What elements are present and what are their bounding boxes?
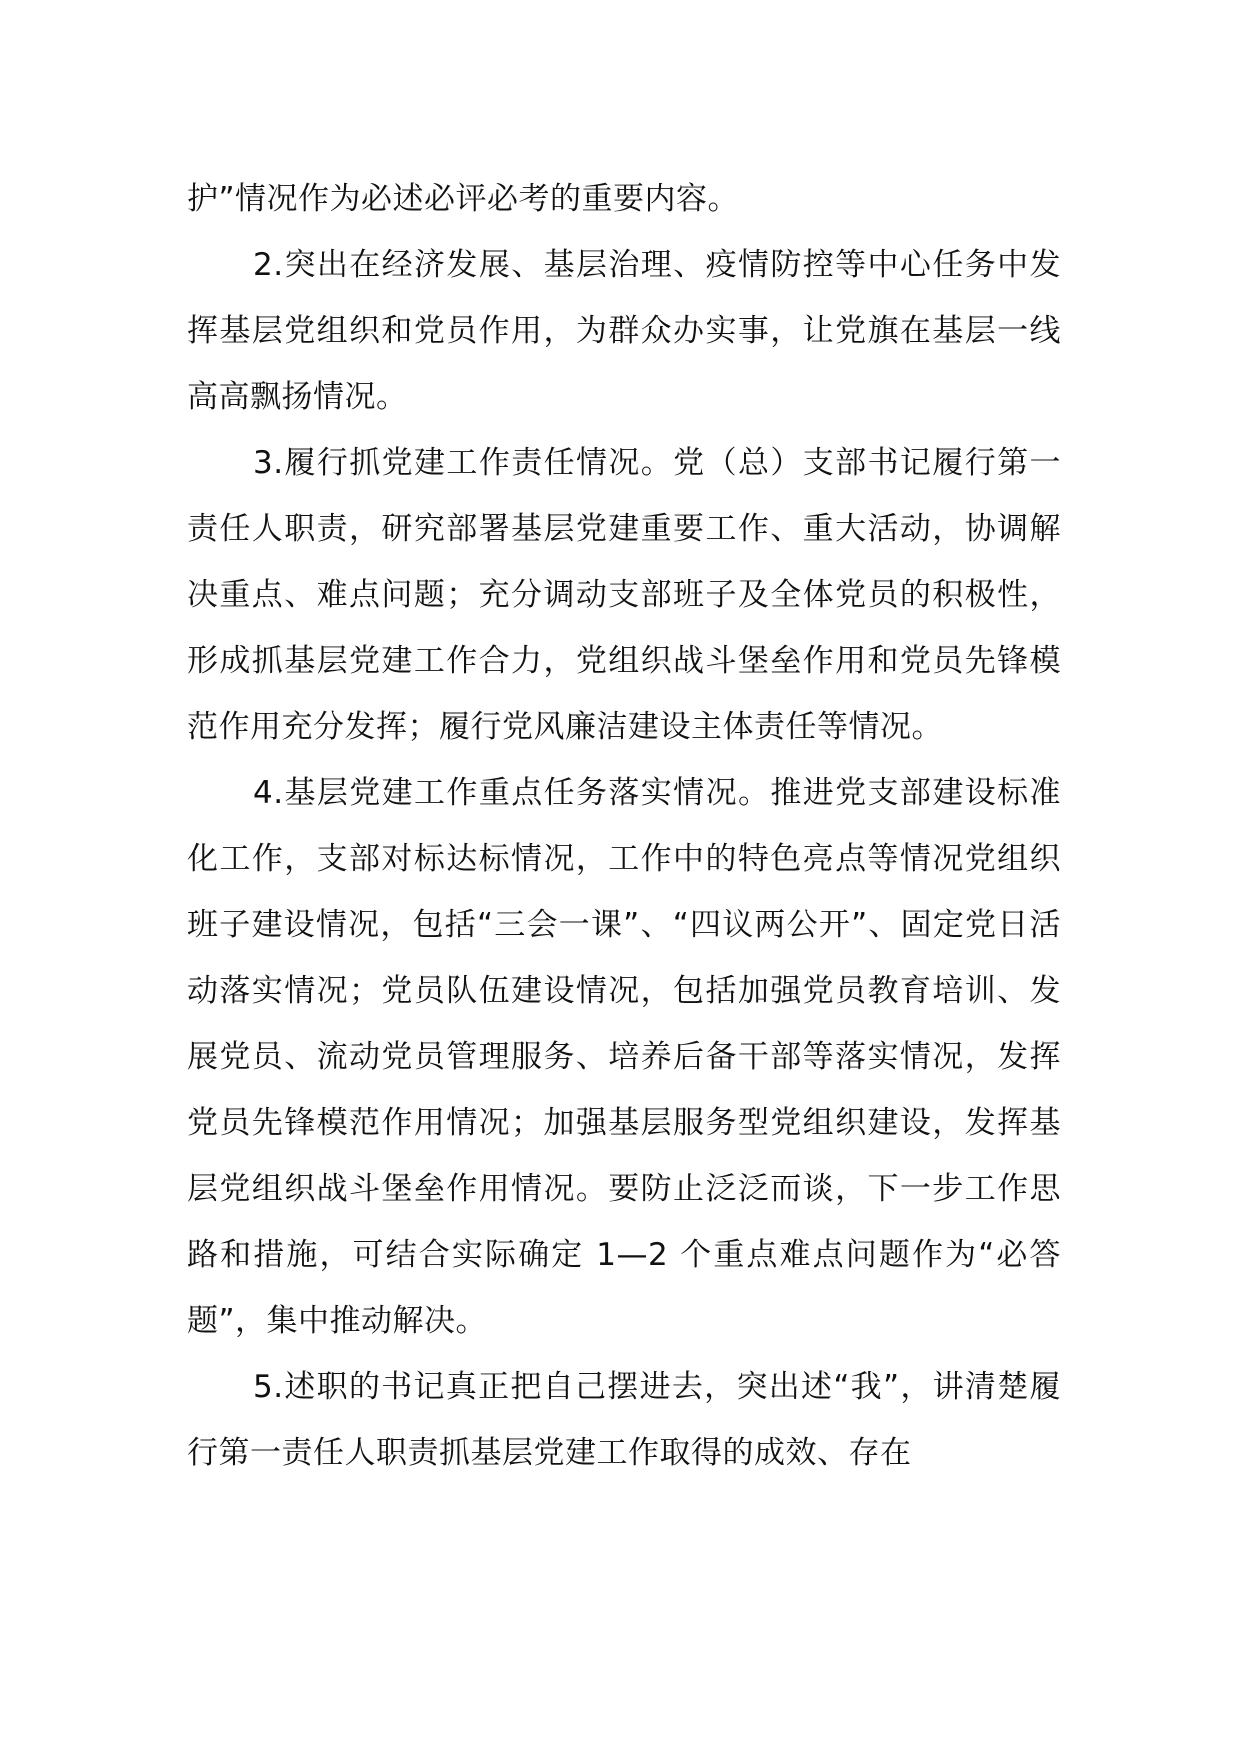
paragraph-item-4: 4.基层党建工作重点任务落实情况。推进党支部建设标准化工作，支部对标达标情况，工作中的特色亮点等情况党组织班子建设情况，包括“三会一课”、“四议两公开”、固定党日活动落实情况；党员队伍建设情况，包括加强党员教育培训、发展党员、流动党员管理服务、培养后备干部等落实情况，发挥党员先锋模范作用情况；加强基层服务型党组织建设，发挥基层党组织战斗堡垒作用情况。要防止泛泛而谈，下一步工作思路和措施，可结合实际确定 1—2 个重点难点问题作为“必答题”，集中推动解决。: [187, 775, 1061, 1339]
paragraph-item-5: 5.述职的书记真正把自己摆进去，突出述“我”，讲清楚履行第一责任人职责抓基层党建工作取得的成效、存在: [187, 1369, 1061, 1471]
paragraph-item-3: 3.履行抓党建工作责任情况。党（总）支部书记履行第一责任人职责，研究部署基层党建重要工作、重大活动，协调解决重点、难点问题；充分调动支部班子及全体党员的积极性，形成抓基层党建工作合力，党组织战斗堡垒作用和党员先锋模范作用充分发挥；履行党风廉洁建设主体责任等情况。: [187, 445, 1061, 745]
document-body: [187, 166, 1061, 1486]
paragraph-item-2: 2.突出在经济发展、基层治理、疫情防控等中心任务中发挥基层党组织和党员作用，为群众办实事，让党旗在基层一线高高飘扬情况。: [187, 247, 1061, 415]
paragraph-continuation: 护”情况作为必述必评必考的重要内容。: [187, 181, 740, 217]
